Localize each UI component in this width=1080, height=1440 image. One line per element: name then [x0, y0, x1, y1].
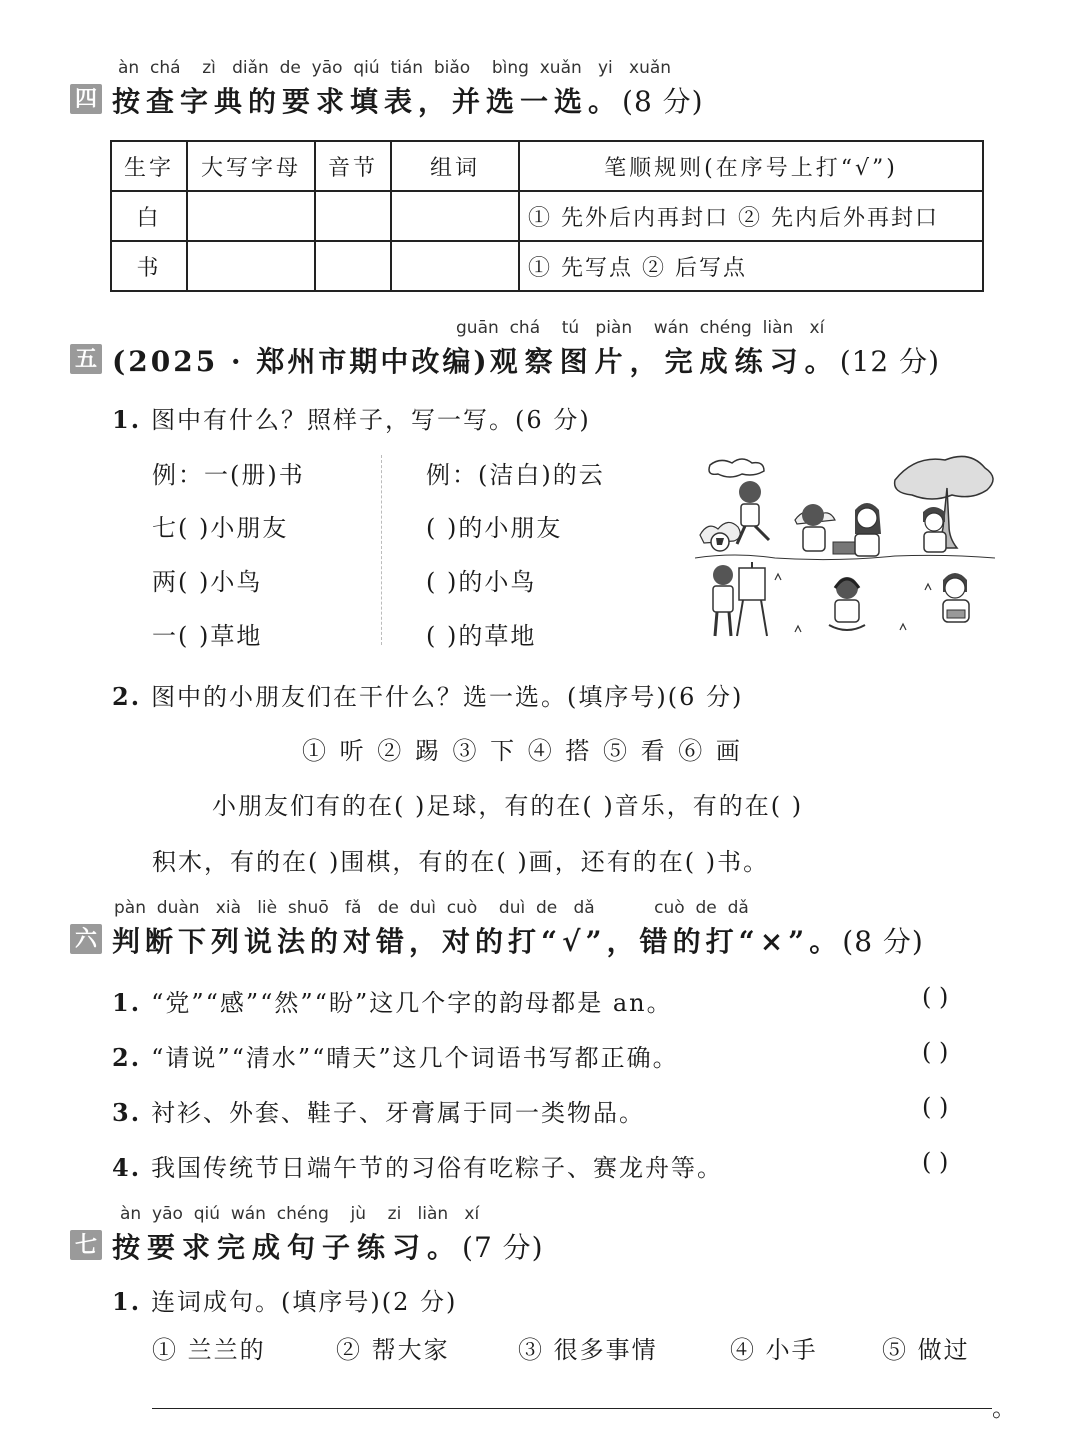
pinyin: biǎo — [433, 58, 471, 78]
section-title-text: 观察图片，完成练习。 — [489, 345, 840, 378]
pinyin: guān — [456, 318, 499, 338]
pinyin: xià — [215, 898, 241, 918]
example-left: 例：一(册)书 — [152, 461, 305, 489]
section-points: (7 分) — [462, 1231, 544, 1264]
pinyin: wán — [230, 1204, 266, 1224]
pinyin: de — [695, 898, 717, 918]
answer-blank[interactable]: ( ) — [922, 983, 949, 1011]
question-5-1 — [112, 400, 591, 435]
pinyin: liàn — [762, 318, 794, 338]
dictionary-table — [110, 140, 984, 292]
pinyin: àn — [118, 58, 140, 78]
pinyin: chá — [509, 318, 541, 338]
pinyin: liàn — [417, 1204, 449, 1224]
pinyin: yāo — [311, 58, 343, 78]
section-badge: 四 — [70, 84, 102, 114]
question-text: 图中有什么？照样子，写一写。(6 分) — [151, 406, 591, 434]
pinyin: chéng — [276, 1204, 329, 1224]
question-text: 图中的小朋友们在干什么？选一选。(填序号)(6 分) — [151, 683, 744, 711]
park-illustration — [695, 450, 995, 645]
table-cell-rule[interactable]: ① 先写点 ② 后写点 — [519, 241, 983, 291]
fill-sentence-line[interactable]: 积木，有的在( )围棋，有的在( )画，还有的在( )书。 — [152, 848, 770, 876]
pinyin: zi — [387, 1204, 402, 1224]
judge-item — [112, 983, 673, 1018]
pinyin: jù — [350, 1204, 367, 1224]
table-cell-blank[interactable] — [187, 241, 315, 291]
pinyin: yāo — [152, 1204, 183, 1224]
question-text: 我国传统节日端午节的习俗有吃粽子、赛龙舟等。 — [151, 1154, 724, 1182]
pinyin: duì — [498, 898, 526, 918]
section-title-text: 按查字典的要求填表，并选一选。 — [112, 85, 623, 118]
sec7-pinyin-row — [120, 1204, 479, 1224]
question-text: 衬衫、外套、鞋子、牙膏属于同一类物品。 — [151, 1099, 646, 1127]
fill-sentence-line[interactable]: 小朋友们有的在( )足球，有的在( )音乐，有的在( ) — [212, 792, 804, 820]
table-header: 音节 — [315, 141, 391, 191]
pinyin: tú — [561, 318, 580, 338]
judge-item — [112, 1148, 723, 1183]
pinyin: shuō — [287, 898, 329, 918]
option-list: ① 听 ② 踢 ③ 下 ④ 搭 ⑤ 看 ⑥ 画 — [302, 737, 743, 765]
pinyin: diǎn — [232, 58, 269, 78]
pinyin: cuò — [654, 898, 685, 918]
question-5-2 — [112, 677, 743, 712]
pinyin: cuò — [446, 898, 478, 918]
word-card: ③ 很多事情 — [518, 1336, 658, 1364]
question-number: 1. — [112, 405, 142, 434]
word-card: ④ 小手 — [730, 1336, 818, 1364]
table-cell-blank[interactable] — [391, 241, 519, 291]
section-badge: 五 — [70, 344, 102, 374]
question-text: “请说”“清水”“晴天”这几个词语书写都正确。 — [151, 1044, 679, 1072]
pinyin: xuǎn — [539, 58, 582, 78]
pinyin: chá — [150, 58, 181, 78]
question-number: 4. — [112, 1153, 142, 1182]
pinyin: duì — [409, 898, 436, 918]
answer-blank[interactable]: ( ) — [922, 1093, 949, 1121]
fill-blank-right[interactable]: ( )的小鸟 — [426, 568, 537, 596]
section-source: (2025 · 郑州市期中改编) — [112, 345, 490, 378]
pinyin: yi — [598, 58, 613, 78]
judge-item — [112, 1093, 645, 1128]
word-card: ① 兰兰的 — [152, 1336, 266, 1364]
answer-blank[interactable]: ( ) — [922, 1038, 949, 1066]
table-cell-rule[interactable]: ① 先外后内再封口 ② 先内后外再封口 — [519, 191, 983, 241]
question-7-1 — [112, 1282, 457, 1317]
pinyin: qiú — [193, 1204, 221, 1224]
pinyin: liè — [257, 898, 278, 918]
pinyin: de — [377, 898, 399, 918]
question-number: 3. — [112, 1098, 142, 1127]
pinyin: duàn — [156, 898, 200, 918]
table-cell-blank[interactable] — [315, 241, 391, 291]
fill-blank-left[interactable]: 两( )小鸟 — [152, 568, 263, 596]
section-title — [112, 80, 704, 120]
question-number: 1. — [112, 1287, 142, 1316]
pinyin: piàn — [595, 318, 633, 338]
pinyin: bìng — [491, 58, 529, 78]
question-number: 1. — [112, 988, 142, 1017]
section-title — [112, 920, 924, 960]
pinyin: tián — [390, 58, 424, 78]
fill-blank-right[interactable]: ( )的草地 — [426, 622, 537, 650]
table-cell-char: 书 — [111, 241, 187, 291]
question-text: “党”“感”“然”“盼”这几个字的韵母都是 an。 — [151, 989, 673, 1017]
section-badge: 六 — [70, 924, 102, 954]
table-cell-blank[interactable] — [315, 191, 391, 241]
section-points: (8 分) — [842, 925, 924, 958]
section-title — [112, 1226, 544, 1266]
question-number: 2. — [112, 682, 142, 711]
pinyin: fǎ — [344, 898, 362, 918]
table-cell-blank[interactable] — [187, 191, 315, 241]
pinyin: xí — [809, 318, 825, 338]
pinyin: chéng — [699, 318, 752, 338]
fill-blank-left[interactable]: 一( )草地 — [152, 622, 263, 650]
pinyin: dǎ — [727, 898, 749, 918]
table-header: 组词 — [391, 141, 519, 191]
sentence-end-mark: 。 — [992, 1394, 1018, 1422]
column-divider — [381, 455, 382, 645]
answer-line[interactable] — [152, 1408, 992, 1409]
pinyin: de — [279, 58, 301, 78]
fill-blank-right[interactable]: ( )的小朋友 — [426, 514, 563, 542]
example-right: 例：(洁白)的云 — [426, 461, 605, 489]
section-title-text: 判断下列说法的对错，对的打“√”，错的打“×”。 — [112, 925, 843, 958]
pinyin: dǎ — [573, 898, 595, 918]
pinyin: pàn — [114, 898, 146, 918]
table-cell-blank[interactable] — [391, 191, 519, 241]
table-header-row — [111, 141, 983, 191]
sec5-pinyin-row — [456, 318, 824, 338]
section-badge: 七 — [70, 1230, 102, 1260]
section-title — [112, 340, 940, 380]
table-header: 生字 — [111, 141, 187, 191]
table-header: 大写字母 — [187, 141, 315, 191]
sec4-pinyin-row — [118, 58, 671, 78]
pinyin: xuǎn — [629, 58, 672, 78]
pinyin: zì — [202, 58, 216, 78]
pinyin: de — [536, 898, 558, 918]
question-number: 2. — [112, 1043, 142, 1072]
table-row — [111, 191, 983, 241]
word-card: ⑤ 做过 — [882, 1336, 970, 1364]
word-card: ② 帮大家 — [336, 1336, 450, 1364]
pinyin: àn — [120, 1204, 142, 1224]
fill-blank-left[interactable]: 七( )小朋友 — [152, 514, 289, 542]
question-text: 连词成句。(填序号)(2 分) — [151, 1288, 458, 1316]
pinyin: wán — [653, 318, 689, 338]
pinyin: xí — [464, 1204, 480, 1224]
answer-blank[interactable]: ( ) — [922, 1148, 949, 1176]
section-title-text: 按要求完成句子练习。 — [112, 1231, 463, 1264]
judge-item — [112, 1038, 679, 1073]
sec6-pinyin-row — [114, 898, 749, 918]
table-cell-char: 白 — [111, 191, 187, 241]
table-header: 笔顺规则(在序号上打“√”) — [519, 141, 983, 191]
section-points: (8 分) — [622, 85, 704, 118]
table-row — [111, 241, 983, 291]
section-points: (12 分) — [839, 345, 941, 378]
pinyin: qiú — [353, 58, 380, 78]
